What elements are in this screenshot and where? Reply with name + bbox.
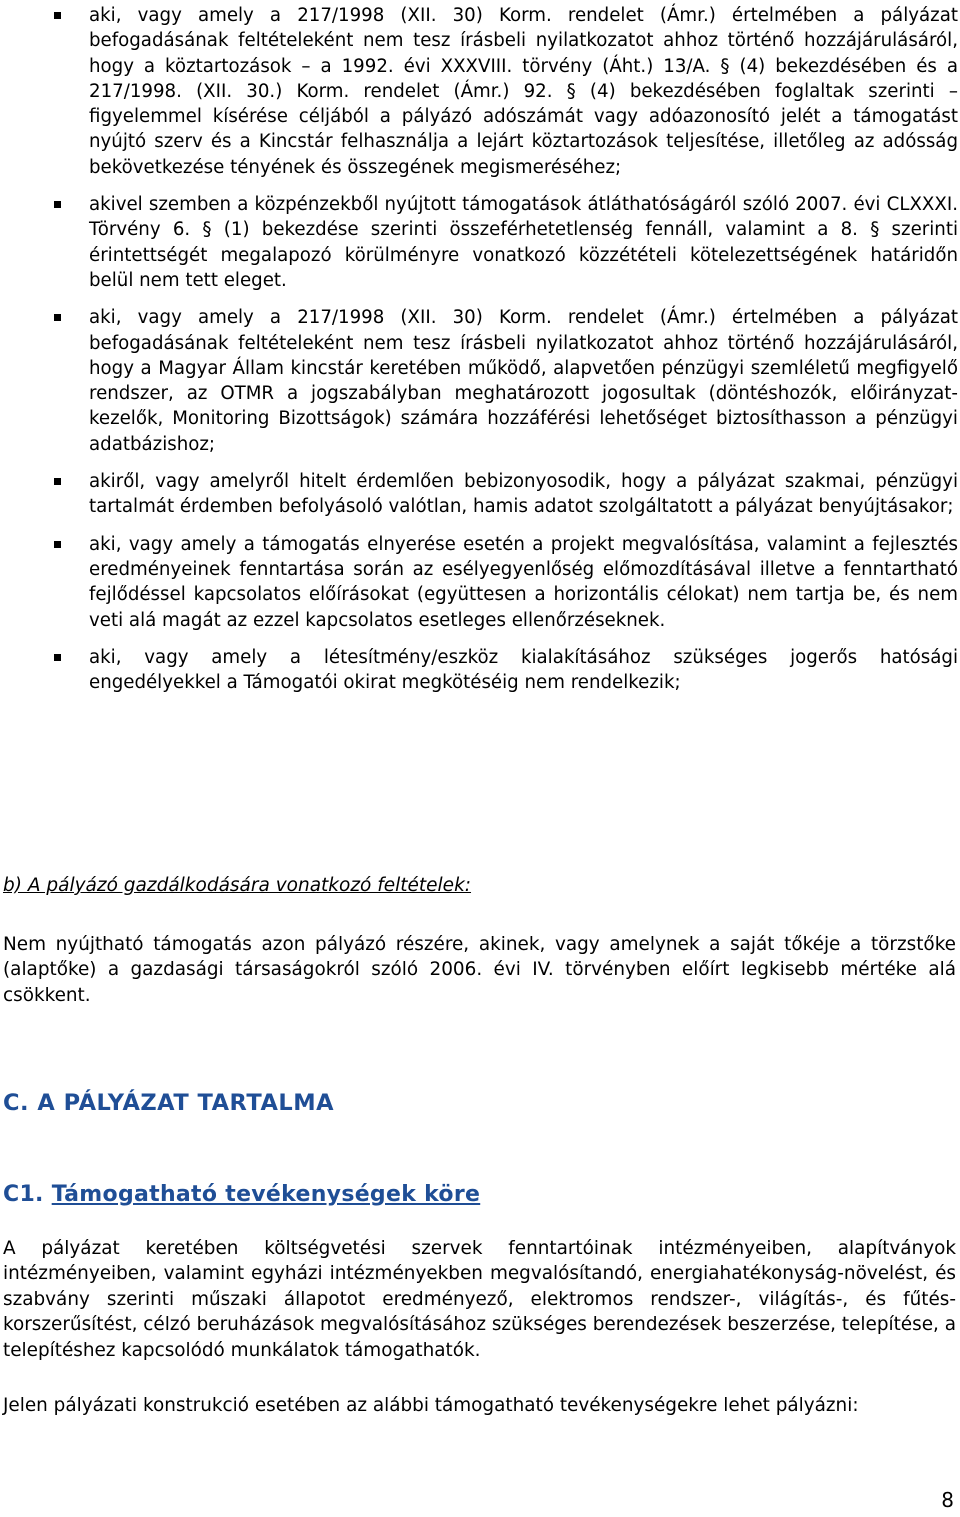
list-item (0, 3, 958, 180)
bullet-text: aki, vagy amely a létesítmény/eszköz kialakításához szükséges jogerős hatósági engedélyekkel a Támogatói okirat megkötéséig nem rendelkezik; (89, 646, 958, 694)
bullet-text: akivel szemben a közpénzekből nyújtott támogatások átláthatóságáról szóló 2007. évi CLXXXI. Törvény 6. § (1) bekezdése szerinti összeférhetetlenség fennáll, valamint a 8. § szerinti érintettségét megalapozó körülményre vonatkozó közzétételi kötelezettségének határidőn belül nem tett eleget. (89, 194, 958, 291)
square-bullet-icon (54, 12, 61, 19)
bullet-text: aki, vagy amely a támogatás elnyerése esetén a projekt megvalósítása, valamint a fejlesztés eredményeinek fenntartása során az esélyegyenlőség előmozdításával illetve a fenntartható fejlődéssel kapcsolatos előírásokat (együttesen a horizontális célokat) nem tartja be, és nem veti alá magát az ezzel kapcsolatos esetleges ellenőrzéseknek. (89, 533, 958, 631)
square-bullet-icon (54, 654, 61, 661)
bullet-text: aki, vagy amely a 217/1998 (XII. 30) Korm. rendelet (Ámr.) értelmében a pályázat befogadásának feltételeként nem tesz írásbeli nyilatkozatot ahhoz történő hozzájárulásáról, hogy a Magyar Állam kincstár keretében működő, alapvetően pénzügyi szemléletű megfigyelő rendszer, az OTMR a jogszabályban meghatározott jogosultak (döntéshozók, előirányzat-kezelők, Monitoring Bizottságok) számára hozzáférési lehetőséget biztosíthasson a pénzügyi adatbázishoz; (89, 307, 958, 455)
square-bullet-icon (54, 201, 61, 208)
square-bullet-icon (54, 478, 61, 485)
section-c1-paragraph-1: A pályázat keretében költségvetési szervek fenntartóinak intézményeiben, alapítványok intézményeiben, valamint egyházi intézményekben megvalósítandó, energiahatékonyság-növelést, és szabvány szerinti műszaki állapotot eredményező, elektromos rendszer-, világítás-, és fűtés-korszerűsítést, célzó beruházások megvalósításához szükséges berendezések beszerzése, telepítése, a telepítéshez kapcsolódó munkálatok támogathatók. (3, 1238, 956, 1361)
page-number: 8 (941, 1488, 954, 1512)
section-c1-title: Támogatható tevékenységek köre (51, 1182, 481, 1207)
list-item (0, 532, 958, 633)
list-item (0, 645, 958, 696)
section-b-heading: b) A pályázó gazdálkodására vonatkozó feltételek: (3, 875, 472, 896)
bullet-text: aki, vagy amely a 217/1998 (XII. 30) Korm. rendelet (Ámr.) értelmében a pályázat befogadásának feltételeként nem tesz írásbeli nyilatkozatot ahhoz történő hozzájárulásáról, hogy a köztartozások – a 1992. évi XXXVIII. törvény (Áht.) 13/A. § (4) bekezdésében és a 217/1998. (XII. 30.) Korm. rendelet (Ámr.) 92. § (4) bekezdésében foglaltak szerinti – figyelemmel kísérése céljából a pályázó adószámát vagy adóazonosító jelét a támogatást nyújtó szerv és a Kincstár felhasználja a lejárt köztartozások teljesítése, illetőleg az adósság bekövetkezése tényének és összegének megismeréséhez; (89, 5, 958, 178)
exclusion-bullet-list (0, 0, 960, 707)
list-item (0, 469, 958, 520)
section-c1-heading (3, 1182, 480, 1207)
list-item (0, 305, 958, 457)
list-item (0, 192, 958, 293)
section-b-paragraph: Nem nyújtható támogatás azon pályázó részére, akinek, vagy amelynek a saját tőkéje a törzstőke (alaptőke) a gazdasági társaságokról szóló 2006. évi IV. törvényben előírt legkisebb mértéke alá csökkent. (3, 934, 956, 1006)
square-bullet-icon (54, 541, 61, 548)
section-c-heading: C. A PÁLYÁZAT TARTALMA (3, 1090, 335, 1116)
section-c1-paragraph-2: Jelen pályázati konstrukció esetében az alábbi támogatható tevékenységekre lehet pályázni: (3, 1395, 859, 1416)
bullet-text: akiről, vagy amelyről hitelt érdemlően bebizonyosodik, hogy a pályázat szakmai, pénzügyi tartalmát érdemben befolyásoló valótlan, hamis adatot szolgáltatott a pályázat benyújtásakor; (89, 471, 958, 518)
section-c1-number: C1. (3, 1182, 44, 1207)
square-bullet-icon (54, 314, 61, 321)
